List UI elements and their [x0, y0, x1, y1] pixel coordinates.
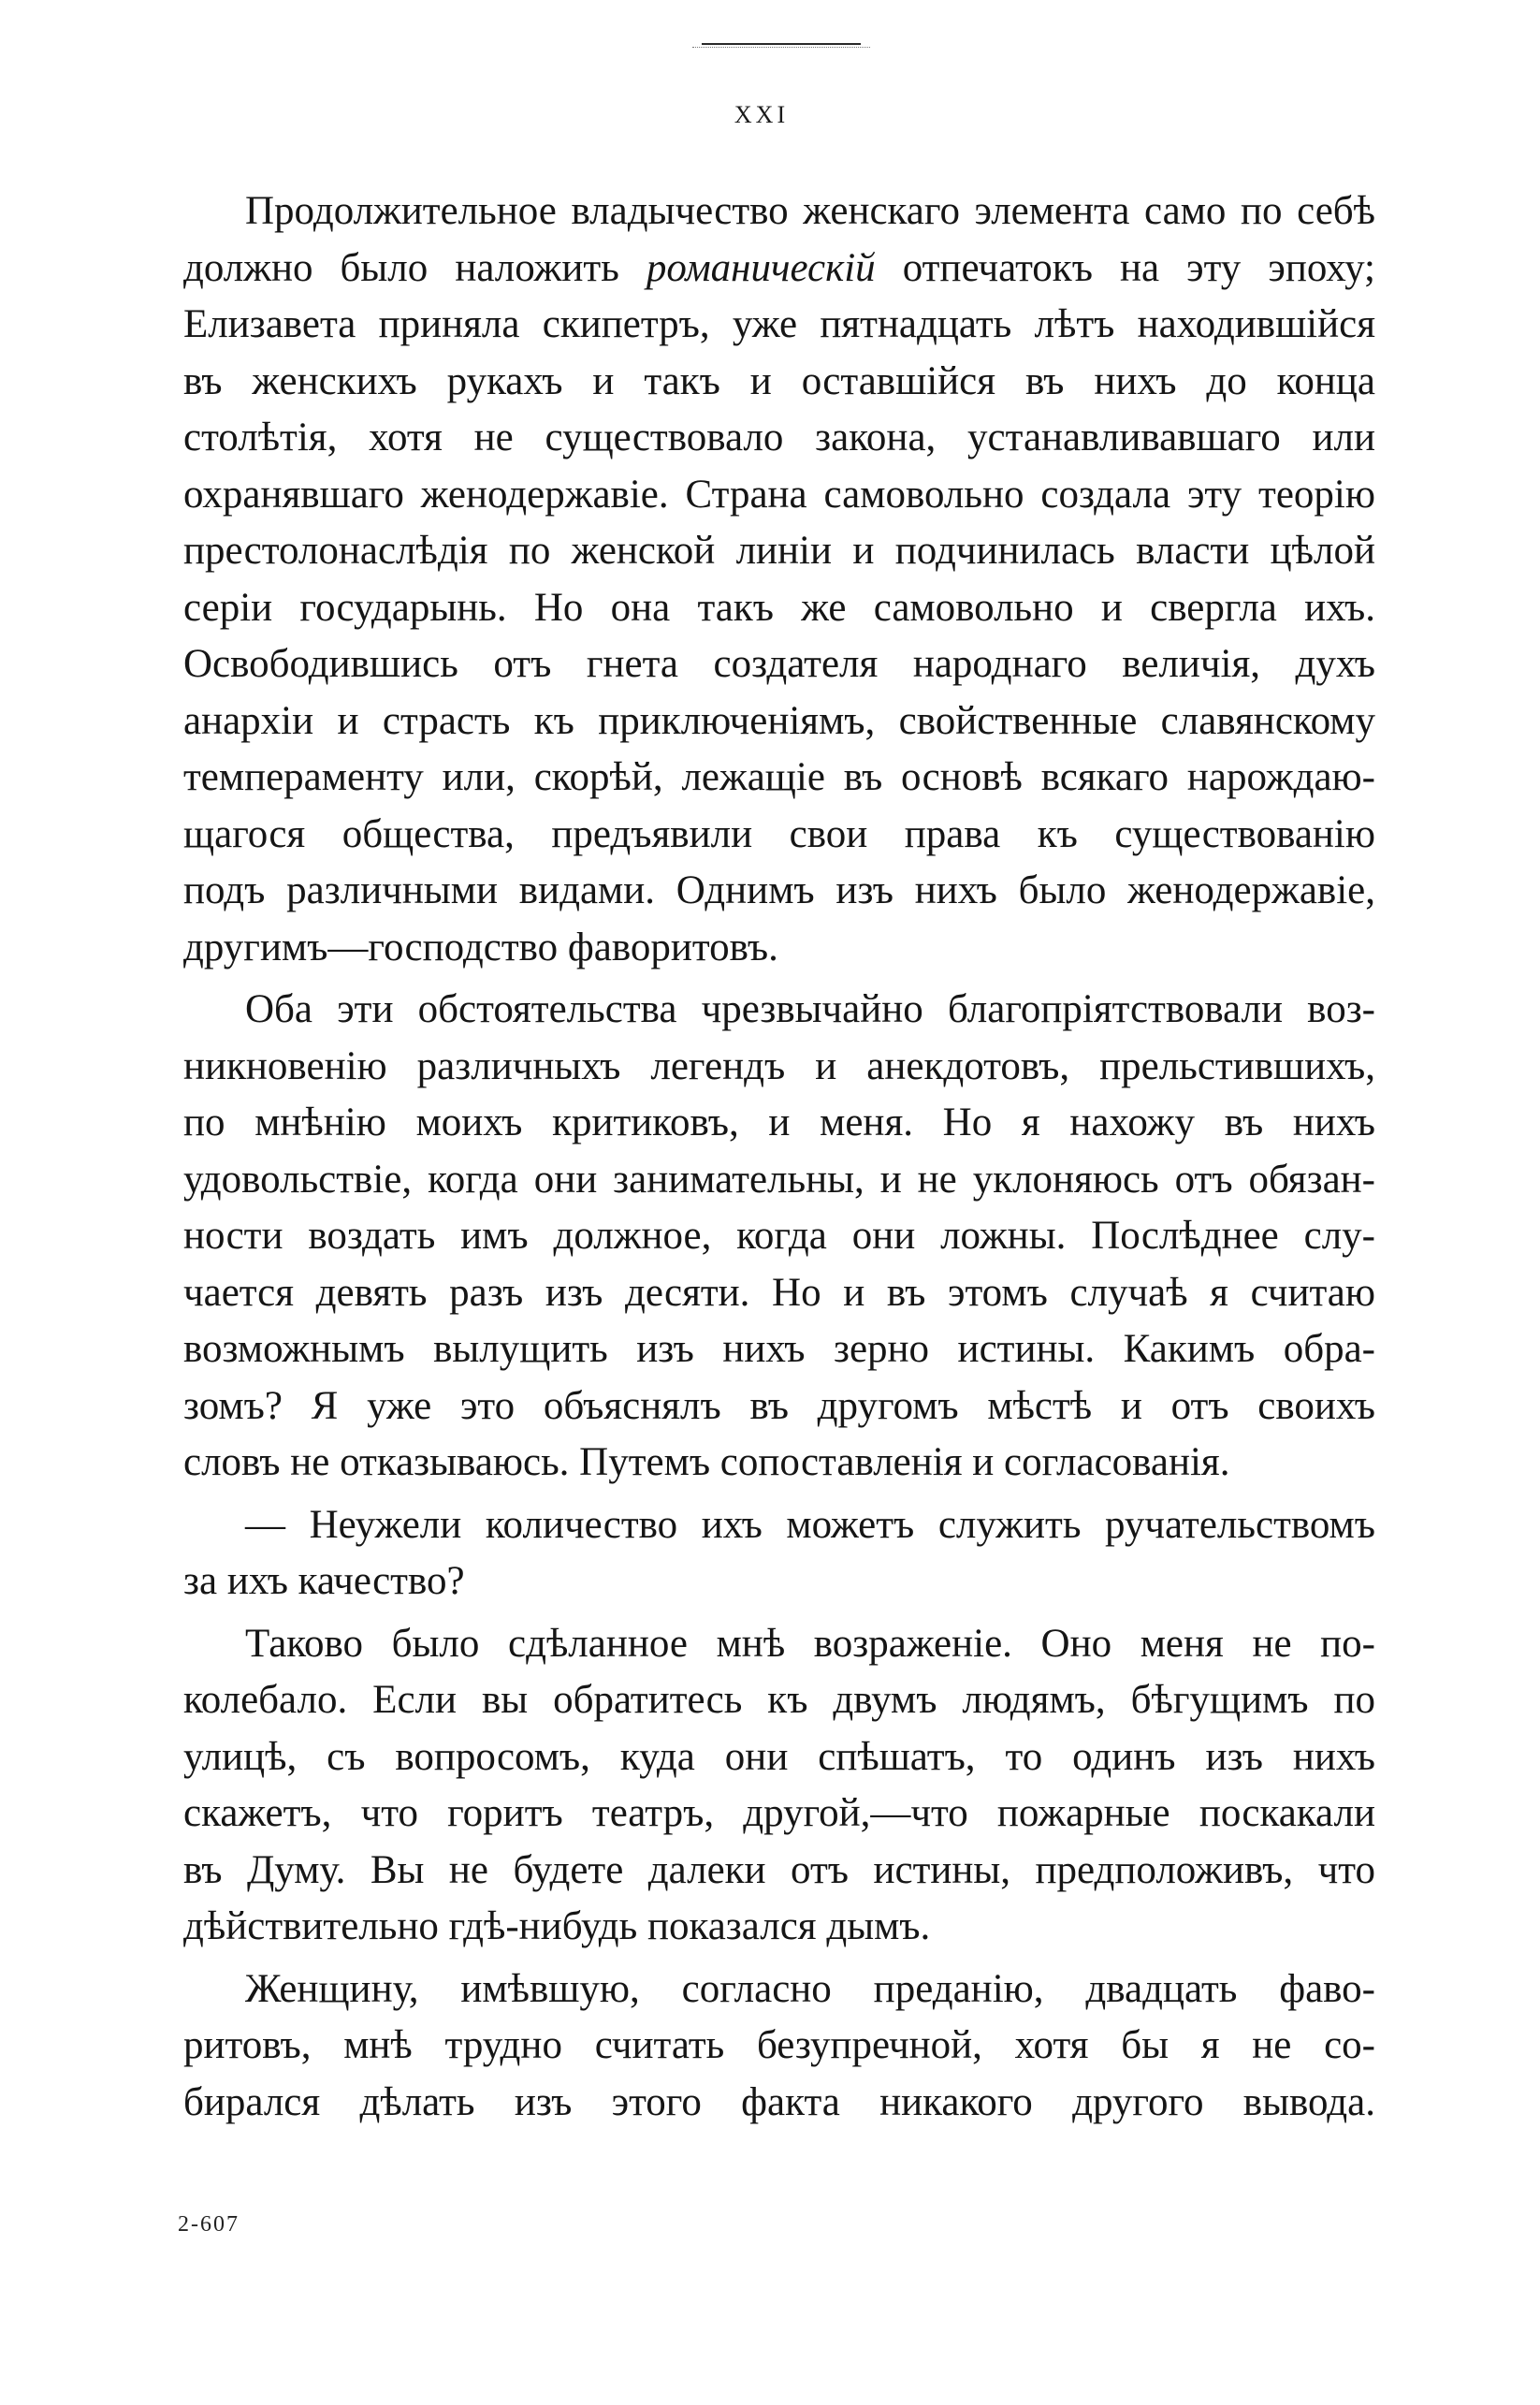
text-line: подъ различными видами. Однимъ изъ нихъ было женодержавіе,: [183, 868, 1375, 912]
text-line: удовольствіе, когда они занимательны, и не уклоняюсь отъ обязан-: [183, 1157, 1375, 1202]
text-line: дѣйствительно гдѣ-нибудь показался дымъ.: [183, 1904, 931, 1948]
emphasized-word: романическій: [646, 245, 876, 290]
paragraph: [183, 982, 1375, 1492]
text-line: серіи государынь. Но она такъ же самовольно и свергла ихъ.: [183, 585, 1375, 630]
page-header: [0, 101, 1540, 129]
text-line: ритовъ, мнѣ трудно считать безупречной, хотя бы я не со-: [183, 2023, 1375, 2067]
text-line: по мнѣнію моихъ критиковъ, и меня. Но я нахожу въ нихъ: [183, 1100, 1375, 1144]
paragraph: [183, 183, 1375, 976]
text-line: должно было наложить романическій отпечатокъ на эту эпоху;: [183, 245, 1375, 290]
text-line: чается девять разъ изъ десяти. Но и въ этомъ случаѣ я считаю: [183, 1270, 1375, 1315]
body-text: [183, 183, 1375, 2131]
text-line: колебало. Если вы обратитесь къ двумъ людямъ, бѣгущимъ по: [183, 1678, 1375, 1722]
text-line: словъ не отказываюсь. Путемъ сопоставленія и согласованія.: [183, 1440, 1230, 1484]
page-number: XXI: [734, 101, 790, 128]
printer-signature-mark: 2-607: [178, 2212, 240, 2237]
text-line: охранявшаго женодержавіе. Страна самовольно создала эту теорію: [183, 472, 1375, 517]
text-line: столѣтія, хотя не существовало закона, устанавливавшаго или: [183, 415, 1375, 459]
paragraph: [183, 1961, 1375, 2132]
text-line: въ женскихъ рукахъ и такъ и оставшійся въ нихъ до конца: [183, 358, 1375, 403]
header-rule-dotted: [692, 47, 870, 48]
text-line: Оба эти обстоятельства чрезвычайно благопріятствовали воз-: [245, 987, 1375, 1031]
text-line: престолонаслѣдія по женской линіи и подчинилась власти цѣлой: [183, 529, 1375, 573]
text-line: улицѣ, съ вопросомъ, куда они спѣшатъ, то одинъ изъ нихъ: [183, 1734, 1375, 1779]
text-line: Елизавета приняла скипетръ, уже пятнадцать лѣтъ находившійся: [183, 302, 1375, 346]
text-line: въ Думу. Вы не будете далеки отъ истины, предположивъ, что: [183, 1847, 1375, 1892]
text-line: анархіи и страсть къ приключеніямъ, свойственные славянскому: [183, 698, 1375, 743]
text-line: — Неужели количество ихъ можетъ служить ручательствомъ: [245, 1502, 1375, 1547]
text-line: Таково было сдѣланное мнѣ возраженіе. Оно меня не по-: [245, 1621, 1375, 1666]
text-line: другимъ—господство фаворитовъ.: [183, 925, 778, 969]
text-line: щагося общества, предъявили свои права къ существованію: [183, 811, 1375, 856]
text-line: никновенію различныхъ легендъ и анекдотовъ, прельстившихъ,: [183, 1043, 1375, 1088]
header-rule: [702, 43, 861, 45]
text-line: бирался дѣлать изъ этого факта никакого другого вывода.: [183, 2079, 1375, 2124]
text-line: за ихъ качество?: [183, 1559, 465, 1603]
text-line: Продолжительное владычество женскаго элемента само по себѣ: [245, 189, 1375, 233]
text-line: Женщину, имѣвшую, согласно преданію, двадцать фаво-: [245, 1966, 1375, 2011]
text-line: скажетъ, что горитъ театръ, другой,—что пожарные поскакали: [183, 1791, 1375, 1835]
text-line: возможнымъ вылущить изъ нихъ зерно истины. Какимъ обра-: [183, 1327, 1375, 1371]
paragraph: [183, 1497, 1375, 1611]
text-line: темпераменту или, скорѣй, лежащіе въ основѣ всякаго нарождаю-: [183, 755, 1375, 799]
paragraph: [183, 1616, 1375, 1956]
text-line: зомъ? Я уже это объяснялъ въ другомъ мѣстѣ и отъ своихъ: [183, 1383, 1375, 1428]
text-line: Освободившись отъ гнета создателя народнаго величія, духъ: [183, 642, 1375, 686]
text-line: ности воздать имъ должное, когда они ложны. Послѣднее слу-: [183, 1214, 1375, 1258]
